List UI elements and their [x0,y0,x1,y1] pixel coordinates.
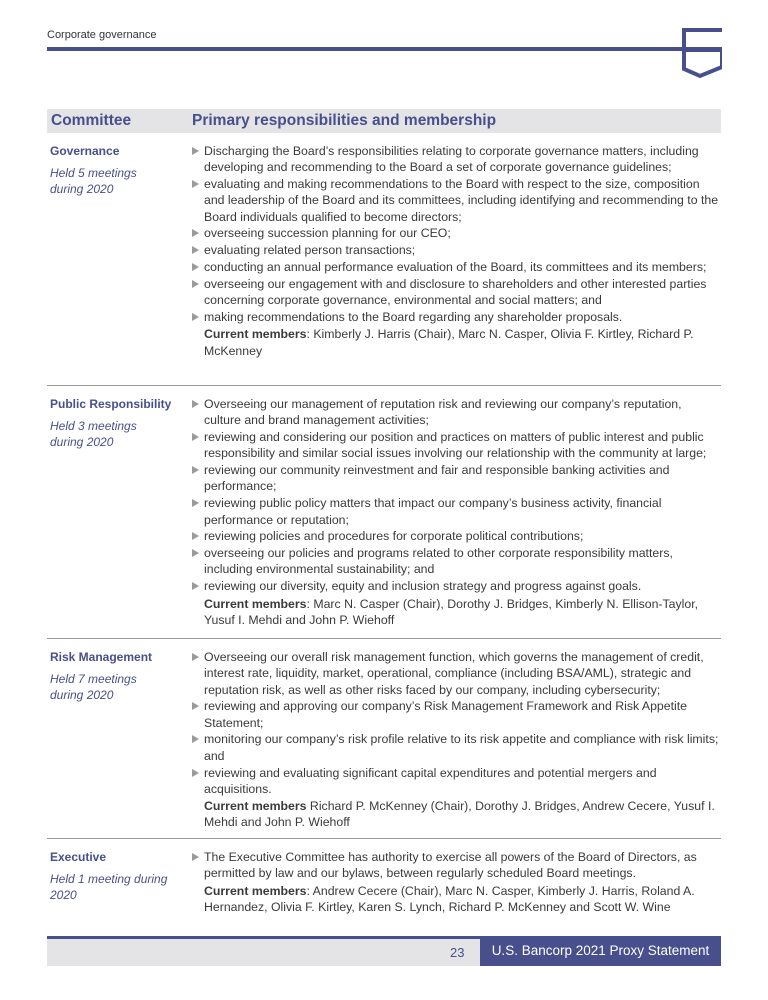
list-item [192,731,720,764]
responsibility-text: reviewing our diversity, equity and inclusion strategy and progress against goals. [204,579,642,594]
list-item [192,396,720,429]
page-number: 23 [450,945,465,960]
triangle-bullet-icon [192,280,199,288]
responsibility-text: evaluating related person transactions; [204,243,416,258]
triangle-bullet-icon [192,532,199,540]
members-list: Richard P. McKenney (Chair), Dorothy J. Bridges, Andrew Cecere, Yusuf I. Mehdi and John P. Wiehoff [204,799,715,830]
members-list: : Kimberly J. Harris (Chair), Marc N. Casper, Olivia F. Kirtley, Richard P. McKenney [204,327,694,358]
members-list: : Andrew Cecere (Chair), Marc N. Casper, Kimberly J. Harris, Roland A. Hernandez, Olivia F. Kirtley, Karen S. Lynch, Richard P. McKenney and Scott W. Wine [204,883,695,914]
shield-logo-icon [680,27,722,79]
triangle-bullet-icon [192,433,199,441]
list-item [192,225,720,241]
section-header: Corporate governance [47,29,157,41]
responsibility-text: reviewing policies and procedures for corporate political contributions; [204,529,584,544]
triangle-bullet-icon [192,735,199,743]
triangle-bullet-icon [192,769,199,777]
list-item [192,259,720,275]
triangle-bullet-icon [192,582,199,590]
triangle-bullet-icon [192,263,199,271]
current-members [192,798,720,831]
responsibility-text: reviewing our community reinvestment and fair and responsible banking activities and performance; [204,463,670,494]
triangle-bullet-icon [192,313,199,321]
list-item [192,849,720,882]
column-header-responsibilities: Primary responsibilities and membership [192,112,497,129]
column-header-committee: Committee [51,112,132,129]
current-members [192,596,720,629]
list-item [192,495,720,528]
responsibility-text: reviewing and evaluating significant capital expenditures and potential mergers and acquisitions. [204,765,657,796]
triangle-bullet-icon [192,549,199,557]
triangle-bullet-icon [192,229,199,237]
list-item [192,698,720,731]
meeting-count: Held 3 meetings during 2020 [50,419,137,449]
triangle-bullet-icon [192,853,199,861]
members-label: Current members [204,327,307,342]
list-item [192,429,720,462]
triangle-bullet-icon [192,180,199,188]
responsibility-text: Overseeing our overall risk management function, which governs the management of credit, interest rate, liquidity, market, operational, compliance (including BSA/AML), strategic and reputation risk, as well as other risks faced by our company, including cybersecurity; [204,650,704,697]
triangle-bullet-icon [192,246,199,254]
responsibilities-list [192,649,720,831]
document-title: U.S. Bancorp 2021 Proxy Statement [480,936,721,966]
list-item [192,528,720,544]
responsibility-text: overseeing our engagement with and disclosure to shareholders and other interested parties concerning corporate governance, environmental and social matters; and [204,276,707,308]
responsibility-text: evaluating and making recommendations to the Board with respect to the size, composition and leadership of the Board and its committees, including identifying and recommending to the Board individuals qualified to become directors; [204,177,719,224]
responsibilities-list [192,396,720,628]
list-item [192,242,720,258]
meeting-count: Held 5 meetings during 2020 [50,166,137,196]
list-item [192,462,720,495]
triangle-bullet-icon [192,400,199,408]
row-divider [47,638,721,639]
members-label: Current members [204,883,307,898]
committee-name: Risk Management [50,650,153,664]
row-divider [47,385,721,386]
responsibility-text: reviewing and approving our company’s Risk Management Framework and Risk Appetite Statement; [204,699,688,730]
list-item [192,276,720,309]
list-item [192,143,720,176]
responsibility-text: Discharging the Board’s responsibilities relating to corporate governance matters, including developing and recommending to the Board a set of corporate governance guidelines; [204,144,699,175]
responsibility-text: The Executive Committee has authority to exercise all powers of the Board of Directors, as permitted by law and our bylaws, between regularly scheduled Board meetings. [204,850,697,881]
responsibility-text: monitoring our company’s risk profile relative to its risk appetite and compliance with risk limits; and [204,732,719,763]
list-item [192,545,720,578]
list-item [192,578,720,594]
footer-band [47,939,480,966]
list-item [192,176,720,225]
responsibility-text: reviewing and considering our position and practices on matters of public interest and public responsibility and similar social issues involving our relationship with the community at large; [204,430,707,461]
list-item [192,765,720,798]
responsibility-text: making recommendations to the Board regarding any shareholder proposals. [204,309,623,324]
responsibilities-list [192,849,720,915]
members-label: Current members [204,596,307,611]
triangle-bullet-icon [192,653,199,661]
responsibility-text: overseeing our policies and programs related to other corporate responsibility matters, including environmental sustainability; and [204,546,673,577]
triangle-bullet-icon [192,466,199,474]
responsibility-text: conducting an annual performance evaluation of the Board, its committees and its members; [204,260,707,275]
triangle-bullet-icon [192,702,199,710]
responsibility-text: reviewing public policy matters that impact our company’s business activity, financial performance or reputation; [204,496,662,527]
committee-name: Public Responsibility [50,397,172,411]
row-divider [47,838,721,839]
responsibility-text: Overseeing our management of reputation risk and reviewing our company’s reputation, culture and brand management activities; [204,397,682,428]
list-item [192,649,720,698]
header-rule [47,47,722,51]
committee-name: Executive [50,850,107,864]
responsibility-text: overseeing succession planning for our CEO; [204,226,451,241]
members-list: : Marc N. Casper (Chair), Dorothy J. Bridges, Kimberly N. Ellison-Taylor, Yusuf I. Mehdi and John P. Wiehoff [204,596,699,627]
triangle-bullet-icon [192,499,199,507]
table-header [47,109,721,133]
meeting-count: Held 1 meeting during 2020 [50,872,168,902]
current-members [192,326,720,359]
current-members [192,883,720,916]
responsibilities-list [192,143,720,359]
committee-name: Governance [50,144,120,158]
triangle-bullet-icon [192,147,199,155]
members-label: Current members [204,799,307,814]
list-item [192,309,720,325]
meeting-count: Held 7 meetings during 2020 [50,672,137,702]
